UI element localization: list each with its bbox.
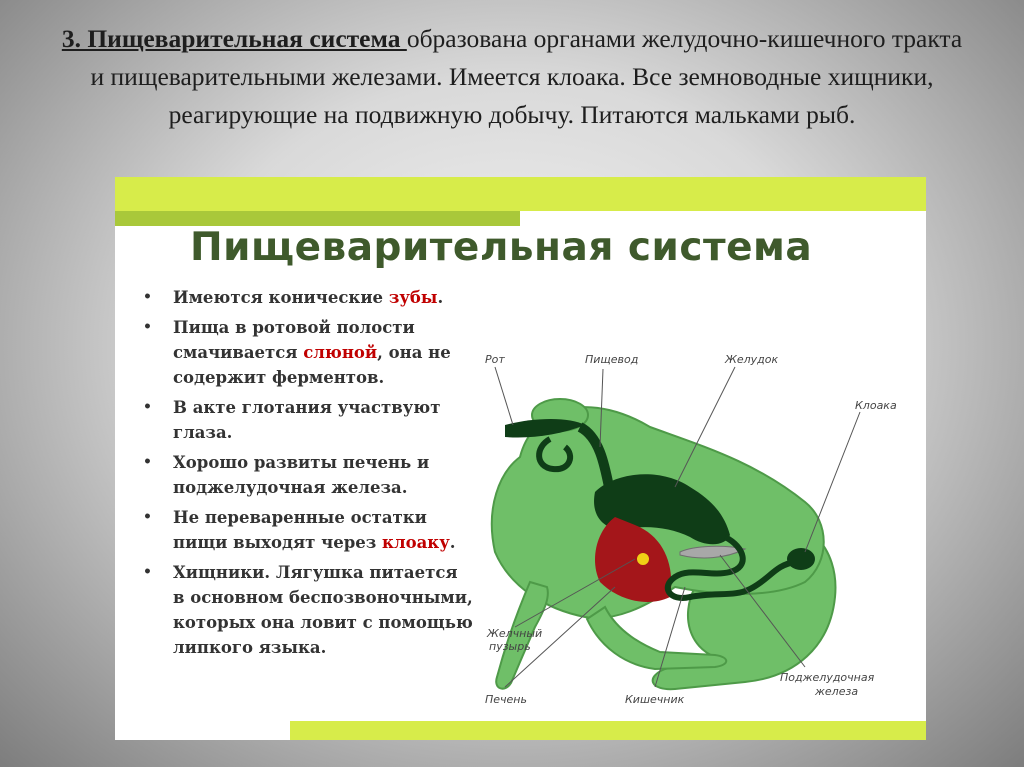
facts-list	[143, 285, 473, 665]
label-cloaca: Клоака	[855, 399, 897, 412]
label-mouth: Рот	[485, 353, 505, 366]
frog-digestive-diagram	[475, 297, 915, 717]
label-liver: Печень	[485, 693, 527, 706]
fact-item: • Хищники. Лягушка питается в основном беспозвоночными, которых она ловит с помощью липкого языка.	[143, 563, 473, 657]
sub-accent-band	[115, 211, 520, 226]
heading-text: образована органами желудочно-кишечного тракта и пищеварительными железами. Имеется клоака. Все земноводные хищники, реагирующие на подвижную добычу. Питаются мальками рыб.	[90, 24, 963, 129]
label-gallbladder-2: пузырь	[489, 640, 531, 653]
fact-item: • Имеются конические зубы.	[143, 288, 444, 307]
label-stomach: Желудок	[725, 353, 779, 366]
card-title: Пищеварительная система	[190, 225, 813, 270]
heading-lead: 3. Пищеварительная система	[61, 24, 407, 53]
bottom-accent-band	[290, 721, 926, 740]
cloaca	[787, 548, 815, 570]
fact-item: • Не переваренные остатки пищи выходят через клоаку.	[143, 508, 456, 552]
slide-heading	[60, 20, 964, 134]
label-pancreas-2: железа	[815, 685, 859, 698]
top-accent-band	[115, 177, 926, 211]
illustration-card	[115, 177, 926, 740]
label-intestine: Кишечник	[625, 693, 685, 706]
fact-item: • Пища в ротовой полости смачивается слюной, она не содержит ферментов.	[143, 318, 451, 387]
gallbladder	[636, 552, 650, 566]
label-pancreas: Поджелудочная	[780, 671, 875, 684]
fact-item: • В акте глотания участвуют глаза.	[143, 398, 441, 442]
fact-item: • Хорошо развиты печень и поджелудочная железа.	[143, 453, 430, 497]
label-gallbladder: Желчный	[487, 627, 543, 640]
label-esophagus: Пищевод	[585, 353, 639, 366]
